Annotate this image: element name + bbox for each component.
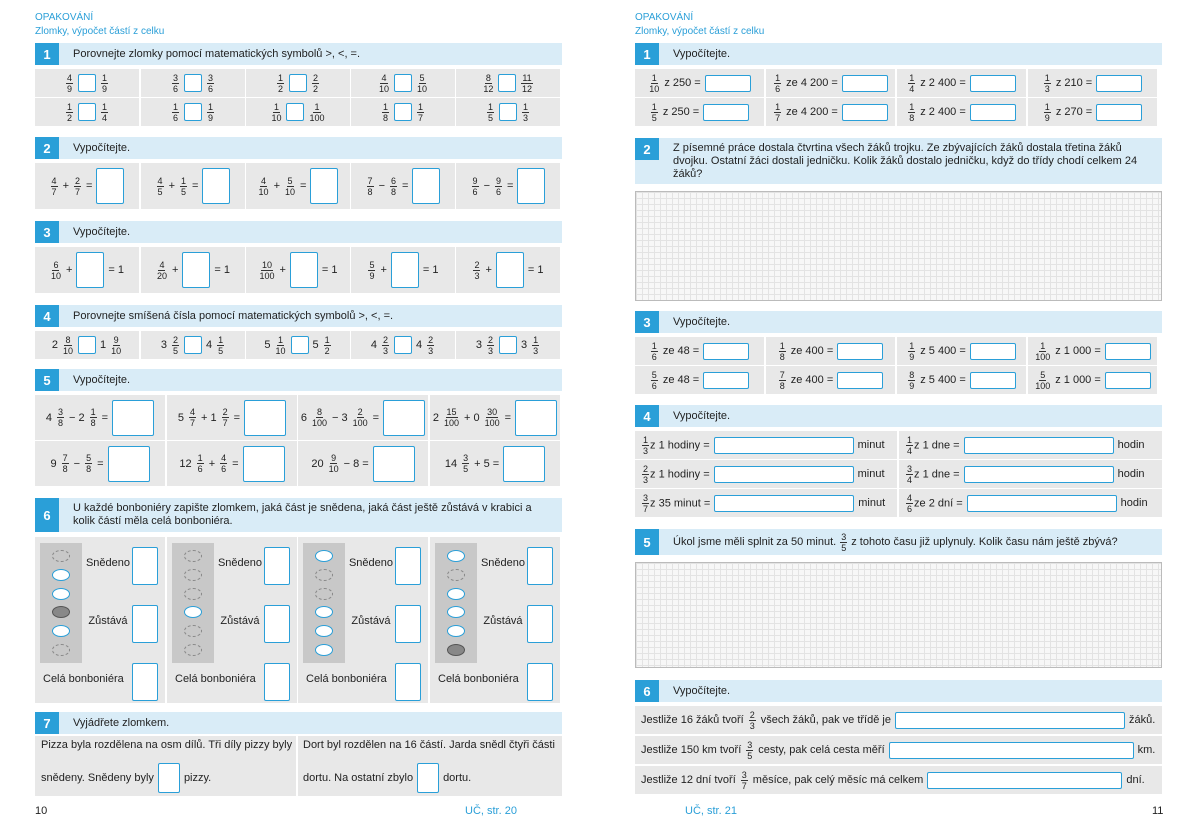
- fraction: 11 12: [521, 72, 532, 94]
- fraction: 4 10: [378, 72, 389, 94]
- answer-box[interactable]: [96, 168, 124, 204]
- fraction: 5 8: [86, 453, 92, 474]
- candy-label: Snědeno: [348, 557, 394, 569]
- answer-box[interactable]: [714, 495, 854, 512]
- answer-box[interactable]: [132, 605, 158, 643]
- candy-icon: [184, 644, 202, 656]
- fraction: 30 100: [484, 407, 500, 428]
- answer-box[interactable]: [78, 336, 96, 354]
- answer-box[interactable]: [499, 103, 517, 121]
- fraction: 1 100: [1035, 340, 1051, 362]
- right-page: [600, 0, 1200, 833]
- answer-box[interactable]: [78, 103, 96, 121]
- fraction: 2 3: [474, 259, 480, 281]
- candy-icon: [447, 550, 465, 562]
- exercise-cell: 5 4 7 + 1 2 7 =: [167, 395, 297, 440]
- candy-label: Zůstává: [351, 615, 391, 627]
- fraction: 1 2: [277, 72, 283, 94]
- answer-box[interactable]: [394, 336, 412, 354]
- fraction: 3 5: [463, 453, 469, 474]
- cake-task: Dort byl rozdělen na 16 částí. Jarda snědl čtyři části dortu. Na ostatní zbylo dortu.: [298, 736, 562, 796]
- fraction: 2 100: [352, 407, 368, 428]
- exercise-cell: 1 10 z 250 =: [635, 69, 764, 97]
- candy-box-task: [167, 537, 297, 703]
- fraction: 1 3: [1044, 72, 1050, 94]
- fraction: $\frac{2}{3}$: [643, 463, 649, 485]
- answer-box[interactable]: [1105, 372, 1151, 389]
- statement-row: Jestliže 16 žáků tvoří 2 3 všech žáků, pak ve třídě je žáků.: [635, 706, 1162, 734]
- exercise-cell: 2 3 + = 1: [456, 247, 560, 293]
- fraction: 1 5: [487, 101, 493, 123]
- fraction: 9 10: [111, 334, 122, 356]
- answer-box[interactable]: [1096, 104, 1142, 121]
- exercise-cell: [351, 98, 455, 126]
- exercise-cell: [246, 98, 350, 126]
- answer-box[interactable]: [394, 74, 412, 92]
- answer-box[interactable]: [290, 252, 318, 288]
- answer-box[interactable]: [112, 400, 154, 436]
- fraction: 1 10: [271, 101, 282, 123]
- fraction: 7 8: [62, 453, 68, 474]
- pizza-task: Pizza byla rozdělena na osm dílů. Tři díly pizzy byly snědeny. Snědeny byly pizzy.: [35, 736, 296, 796]
- exercise-cell: 9 6 − 9 6 =: [456, 163, 560, 209]
- exercise-cell: $\frac{1}{3}$ z 1 hodiny = minut: [635, 431, 897, 459]
- fraction: 1 8: [909, 101, 915, 123]
- answer-box[interactable]: [527, 663, 553, 701]
- candy-box-image: [40, 543, 82, 663]
- answer-box[interactable]: [291, 336, 309, 354]
- fraction: 3 6: [172, 72, 178, 94]
- fraction: 7 8: [367, 175, 373, 197]
- exercise-cell: 6 8 100 − 3 2 100 =: [298, 395, 428, 440]
- fraction: 1 10: [275, 334, 286, 356]
- answer-box[interactable]: [286, 103, 304, 121]
- fraction: 1 6: [651, 340, 657, 362]
- answer-box[interactable]: [970, 75, 1016, 92]
- candy-label: Zůstává: [220, 615, 260, 627]
- answer-box[interactable]: [842, 104, 888, 121]
- candy-icon: [52, 606, 70, 618]
- exercise-cell: 1 3 z 210 =: [1028, 69, 1157, 97]
- answer-box[interactable]: [714, 466, 854, 483]
- exercise-cell: [351, 69, 455, 97]
- section-heading: OPAKOVÁNÍ: [635, 12, 694, 23]
- answer-box[interactable]: [964, 466, 1114, 483]
- fraction: 1 2: [66, 101, 72, 123]
- fraction: 2 2: [313, 72, 319, 94]
- answer-box[interactable]: [714, 437, 854, 454]
- fraction: 4 5: [157, 175, 163, 197]
- candy-box-task: [35, 537, 165, 703]
- fraction: 5 10: [417, 72, 428, 94]
- fraction: 1 8: [779, 340, 785, 362]
- answer-box[interactable]: [394, 103, 412, 121]
- candy-icon: [315, 550, 333, 562]
- exercise-cell: 4 5 + 1 5 =: [141, 163, 245, 209]
- answer-box[interactable]: [78, 74, 96, 92]
- fraction: 3 8: [58, 407, 64, 428]
- exercise-cell: 2 8 10 1 9 10: [35, 331, 139, 359]
- exercise-cell: $\frac{3}{7}$ z 35 minut = minut: [635, 489, 897, 517]
- exercise-cell: 1 9 z 5 400 =: [897, 337, 1026, 365]
- answer-box[interactable]: [182, 252, 210, 288]
- statement-row: Jestliže 150 km tvoří 3 5 cesty, pak celá cesta měří km.: [635, 736, 1162, 764]
- fraction: 1 8: [382, 101, 388, 123]
- fraction: 3 7: [741, 769, 747, 791]
- candy-icon: [52, 550, 70, 562]
- section-subheading: Zlomky, výpočet částí z celku: [635, 26, 765, 37]
- fraction: 4 10: [258, 175, 269, 197]
- fraction: 3 5: [747, 739, 753, 761]
- answer-box[interactable]: [244, 400, 286, 436]
- r-task-5-header: 5 Úkol jsme měli splnit za 50 minut. 3 5 z tohoto času již uplynuly. Kolik času nám ještě zbývá?: [635, 529, 1162, 555]
- fraction: 1 100: [309, 101, 325, 123]
- answer-box[interactable]: [517, 168, 545, 204]
- answer-box[interactable]: [837, 343, 883, 360]
- task-1-header: 1 Porovnejte zlomky pomocí matematických symbolů >, <, =.: [35, 43, 562, 65]
- fraction: 8 10: [62, 334, 73, 356]
- exercise-cell: 5 9 + = 1: [351, 247, 455, 293]
- exercise-cell: [246, 69, 350, 97]
- answer-box[interactable]: [391, 252, 419, 288]
- answer-box[interactable]: [895, 712, 1125, 729]
- answer-box[interactable]: [243, 446, 285, 482]
- r-task-5-workspace[interactable]: [635, 562, 1162, 668]
- fraction: 1 7: [418, 101, 424, 123]
- exercise-cell: 1 5 z 250 =: [635, 98, 764, 126]
- fraction: 2 3: [487, 334, 493, 356]
- answer-box[interactable]: [395, 605, 421, 643]
- exercise-cell: 4 3 8 − 2 1 8 =: [35, 395, 165, 440]
- answer-box[interactable]: [970, 372, 1016, 389]
- answer-box[interactable]: [842, 75, 888, 92]
- answer-box[interactable]: [132, 547, 158, 585]
- fraction: 6 8: [391, 175, 397, 197]
- candy-icon: [52, 588, 70, 600]
- answer-box[interactable]: [395, 663, 421, 701]
- fraction: 2 5: [172, 334, 178, 356]
- statement-row: Jestliže 12 dní tvoří 3 7 měsíce, pak celý měsíc má celkem dní.: [635, 766, 1162, 794]
- fraction: 7 8: [779, 369, 785, 391]
- answer-box[interactable]: [412, 168, 440, 204]
- candy-label: Snědeno: [480, 557, 526, 569]
- candy-icon: [315, 644, 333, 656]
- fraction: 4 20: [156, 259, 167, 281]
- answer-box[interactable]: [967, 495, 1117, 512]
- fraction: 1 6: [775, 72, 781, 94]
- candy-box-task: [298, 537, 428, 703]
- r-task-6-header: 6 Vypočítejte.: [635, 680, 1162, 702]
- fraction: 9 6: [496, 175, 502, 197]
- fraction: 5 9: [369, 259, 375, 281]
- exercise-cell: 7 8 − 6 8 =: [351, 163, 455, 209]
- exercise-cell: $\frac{2}{3}$ z 1 hodiny = minut: [635, 460, 897, 488]
- exercise-cell: 1 4 z 2 400 =: [897, 69, 1026, 97]
- answer-box[interactable]: [264, 605, 290, 643]
- candy-icon: [184, 606, 202, 618]
- fraction: 2 3: [749, 709, 755, 731]
- candy-box-image: [303, 543, 345, 663]
- candy-label: Snědeno: [217, 557, 263, 569]
- fraction: 1 9: [1044, 101, 1050, 123]
- candy-icon: [52, 644, 70, 656]
- task-4-header: 4 Porovnejte smíšená čísla pomocí matematických symbolů >, <, =.: [35, 305, 562, 327]
- answer-box[interactable]: [498, 74, 516, 92]
- exercise-cell: 8 9 z 5 400 =: [897, 366, 1026, 394]
- answer-box[interactable]: [705, 75, 751, 92]
- task-2-header: 2 Vypočítejte.: [35, 137, 562, 159]
- fraction: 5 100: [1035, 369, 1051, 391]
- exercise-cell: [141, 69, 245, 97]
- answer-box[interactable]: [289, 74, 307, 92]
- answer-box[interactable]: [964, 437, 1114, 454]
- exercise-cell: 4 2 3 4 2 3: [351, 331, 455, 359]
- task-7-header: 7 Vyjádřete zlomkem.: [35, 712, 562, 734]
- answer-box[interactable]: [310, 168, 338, 204]
- exercise-cell: 1 8 ze 400 =: [766, 337, 895, 365]
- r-task-2-workspace[interactable]: [635, 191, 1162, 301]
- candy-icon: [184, 625, 202, 637]
- answer-box[interactable]: [158, 763, 180, 793]
- answer-box[interactable]: [889, 742, 1134, 759]
- fraction: 15 100: [444, 407, 460, 428]
- fraction: 4 9: [66, 72, 72, 94]
- fraction: 1 2: [324, 334, 330, 356]
- exercise-cell: 5 6 ze 48 =: [635, 366, 764, 394]
- fraction: 3 6: [208, 72, 214, 94]
- fraction: 4 7: [190, 407, 196, 428]
- fraction: 1 9: [102, 72, 108, 94]
- answer-box[interactable]: [703, 104, 749, 121]
- exercise-cell: $\frac{3}{4}$ z 1 dne = hodin: [899, 460, 1162, 488]
- exercise-cell: $\frac{1}{4}$ z 1 dne = hodin: [899, 431, 1162, 459]
- candy-icon: [315, 588, 333, 600]
- fraction: 4 6: [221, 453, 227, 474]
- candy-box-image: [435, 543, 477, 663]
- exercise-cell: 9 7 8 − 5 8 =: [35, 441, 165, 486]
- answer-box[interactable]: [496, 252, 524, 288]
- candy-label: Celá bonboniéra: [306, 673, 387, 685]
- candy-box-task: [430, 537, 560, 703]
- exercise-cell: 1 100 z 1 000 =: [1028, 337, 1157, 365]
- answer-box[interactable]: [703, 343, 749, 360]
- exercise-cell: 1 7 ze 4 200 =: [766, 98, 895, 126]
- candy-icon: [447, 625, 465, 637]
- exercise-cell: 5 1 10 5 1 2: [246, 331, 350, 359]
- fraction: 8 9: [909, 369, 915, 391]
- exercise-cell: 4 7 + 2 7 =: [35, 163, 139, 209]
- answer-box[interactable]: [373, 446, 415, 482]
- exercise-cell: 7 8 ze 400 =: [766, 366, 895, 394]
- answer-box[interactable]: [184, 103, 202, 121]
- candy-box-image: [172, 543, 214, 663]
- fraction: 1 4: [909, 72, 915, 94]
- section-subheading: Zlomky, výpočet částí z celku: [35, 26, 165, 37]
- r-task-2-header: 2 Z písemné práce dostala čtvrtina všech žáků trojku. Ze zbývajících žáků dostala třetina žáků dvojku. Ostatní žáci dostali jedničku. Kolik žáků dostalo jedničku, když do třídy chodí celkem 24 žáků?: [635, 138, 1162, 184]
- candy-icon: [315, 625, 333, 637]
- exercise-cell: 1 9 z 270 =: [1028, 98, 1157, 126]
- fraction: 5 10: [285, 175, 296, 197]
- candy-icon: [52, 625, 70, 637]
- fraction: 1 5: [218, 334, 224, 356]
- fraction: 4 7: [51, 175, 57, 197]
- candy-icon: [447, 644, 465, 656]
- exercise-cell: 10 100 + = 1: [246, 247, 350, 293]
- fraction: 1 9: [909, 340, 915, 362]
- answer-box[interactable]: [184, 336, 202, 354]
- fraction: 1 9: [208, 101, 214, 123]
- fraction: 1 10: [649, 72, 660, 94]
- exercise-cell: 20 9 10 − 8 =: [298, 441, 428, 486]
- fraction: $\frac{3}{7}$: [643, 492, 649, 514]
- candy-icon: [447, 606, 465, 618]
- page-number: 11: [1152, 805, 1164, 817]
- exercise-cell: 3 2 5 4 1 5: [141, 331, 245, 359]
- task-3-header: 3 Vypočítejte.: [35, 221, 562, 243]
- answer-box[interactable]: [970, 104, 1016, 121]
- fraction: 1 6: [172, 101, 178, 123]
- candy-label: Celá bonboniéra: [175, 673, 256, 685]
- answer-box[interactable]: [515, 400, 557, 436]
- candy-label: Zůstává: [88, 615, 128, 627]
- fraction: 1 8: [90, 407, 96, 428]
- fraction: 1 3: [523, 101, 529, 123]
- fraction: 5 6: [651, 369, 657, 391]
- answer-box[interactable]: [76, 252, 104, 288]
- textbook-reference: UČ, str. 21: [685, 805, 737, 817]
- fraction: 8 12: [483, 72, 494, 94]
- answer-box[interactable]: [1105, 343, 1151, 360]
- r-task-1-header: 1 Vypočítejte.: [635, 43, 1162, 65]
- fraction: 10 100: [259, 259, 275, 281]
- fraction: 1 7: [775, 101, 781, 123]
- exercise-cell: 14 3 5 + 5 =: [430, 441, 560, 486]
- exercise-cell: $\frac{4}{6}$ ze 2 dní = hodin: [899, 489, 1162, 517]
- exercise-cell: [35, 69, 139, 97]
- exercise-cell: [456, 98, 560, 126]
- fraction: 2 3: [428, 334, 434, 356]
- fraction: 1 6: [197, 453, 203, 474]
- answer-box[interactable]: [417, 763, 439, 793]
- textbook-reference: UČ, str. 20: [465, 805, 517, 817]
- fraction: 9 10: [328, 453, 339, 474]
- answer-box[interactable]: [1096, 75, 1142, 92]
- exercise-cell: 5 100 z 1 000 =: [1028, 366, 1157, 394]
- candy-icon: [184, 588, 202, 600]
- task-5-header: 5 Vypočítejte.: [35, 369, 562, 391]
- exercise-cell: 1 6 ze 4 200 =: [766, 69, 895, 97]
- fraction: 8 100: [312, 407, 328, 428]
- answer-box[interactable]: [383, 400, 425, 436]
- exercise-cell: [456, 69, 560, 97]
- candy-icon: [447, 588, 465, 600]
- answer-box[interactable]: [970, 343, 1016, 360]
- task-6-header: 6 U každé bonboniéry zapište zlomkem, jaká část je snědena, jaká část ještě zůstává v krabici a kolik částí měla celá bonboniéra.: [35, 498, 562, 532]
- fraction: 2 7: [75, 175, 81, 197]
- exercise-cell: 12 1 6 + 4 6 =: [167, 441, 297, 486]
- candy-label: Snědeno: [85, 557, 131, 569]
- fraction: 2 3: [382, 334, 388, 356]
- answer-box[interactable]: [837, 372, 883, 389]
- candy-label: Celá bonboniéra: [43, 673, 124, 685]
- answer-box[interactable]: [527, 605, 553, 643]
- exercise-cell: 6 10 + = 1: [35, 247, 139, 293]
- answer-box[interactable]: [108, 446, 150, 482]
- fraction: $\frac{4}{6}$: [907, 492, 913, 514]
- fraction: 6 10: [50, 259, 61, 281]
- fraction: $\frac{1}{4}$: [907, 434, 913, 456]
- exercise-cell: 1 6 ze 48 =: [635, 337, 764, 365]
- section-heading: OPAKOVÁNÍ: [35, 12, 94, 23]
- fraction: $\frac{3}{4}$: [907, 463, 913, 485]
- answer-box[interactable]: [264, 547, 290, 585]
- answer-box[interactable]: [132, 663, 158, 701]
- answer-box[interactable]: [503, 446, 545, 482]
- candy-icon: [184, 569, 202, 581]
- exercise-cell: 1 8 z 2 400 =: [897, 98, 1026, 126]
- answer-box[interactable]: [499, 336, 517, 354]
- fraction: 1 4: [102, 101, 108, 123]
- page-number: 10: [35, 805, 48, 817]
- answer-box[interactable]: [395, 547, 421, 585]
- fraction: $\frac{1}{3}$: [643, 434, 649, 456]
- candy-icon: [52, 569, 70, 581]
- exercise-cell: 4 10 + 5 10 =: [246, 163, 350, 209]
- answer-box[interactable]: [527, 547, 553, 585]
- answer-box[interactable]: [927, 772, 1122, 789]
- exercise-cell: 2 15 100 + 0 30 100 =: [430, 395, 560, 440]
- fraction: 1 5: [651, 101, 657, 123]
- answer-box[interactable]: [202, 168, 230, 204]
- candy-icon: [315, 569, 333, 581]
- candy-label: Celá bonboniéra: [438, 673, 519, 685]
- r-task-4-header: 4 Vypočítejte.: [635, 405, 1162, 427]
- candy-icon: [315, 606, 333, 618]
- exercise-cell: 4 20 + = 1: [141, 247, 245, 293]
- fraction: 9 6: [472, 175, 478, 197]
- r-task-3-header: 3 Vypočítejte.: [635, 311, 1162, 333]
- fraction: 1 3: [533, 334, 539, 356]
- answer-box[interactable]: [703, 372, 749, 389]
- answer-box[interactable]: [264, 663, 290, 701]
- candy-icon: [447, 569, 465, 581]
- answer-box[interactable]: [184, 74, 202, 92]
- fraction: 1 5: [181, 175, 187, 197]
- fraction: 2 7: [222, 407, 228, 428]
- candy-label: Zůstává: [483, 615, 523, 627]
- exercise-cell: [35, 98, 139, 126]
- exercise-cell: 3 2 3 3 1 3: [456, 331, 560, 359]
- candy-icon: [184, 550, 202, 562]
- exercise-cell: [141, 98, 245, 126]
